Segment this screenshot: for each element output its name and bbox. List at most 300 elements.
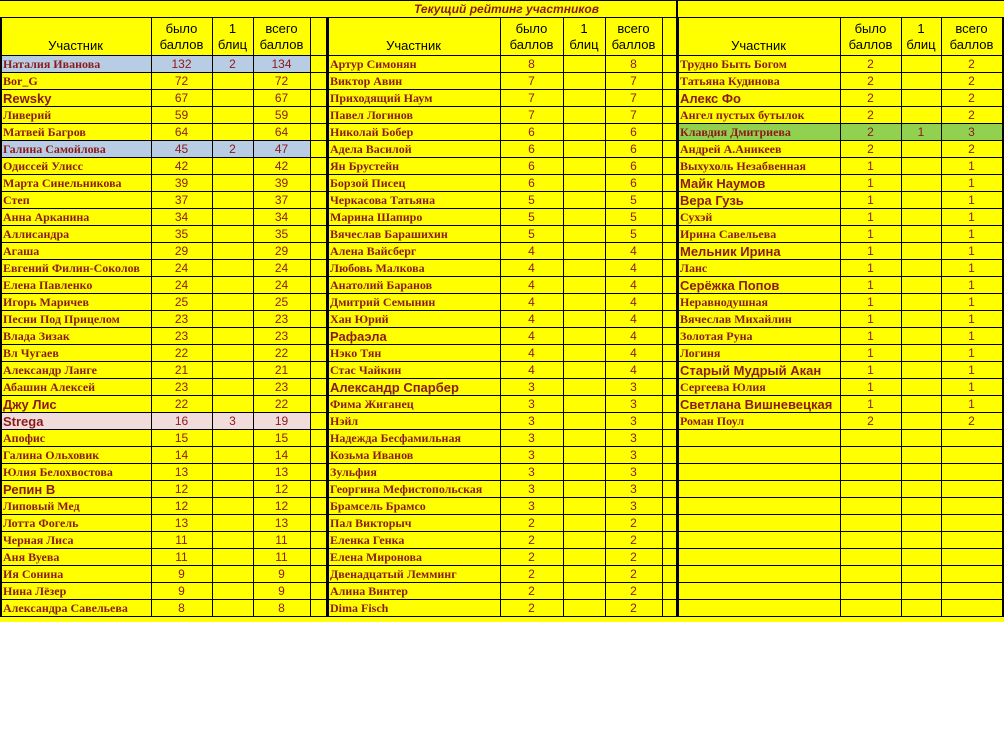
total-points: 1 (968, 363, 975, 377)
grid-hline (677, 497, 1002, 498)
previous-points: 3 (528, 482, 535, 496)
participant-name: Марта Синельникова (3, 176, 122, 190)
grid-hline (0, 582, 326, 583)
total-points: 1 (968, 295, 975, 309)
blitz-points (563, 175, 605, 192)
previous-points: 1 (867, 380, 874, 394)
previous-points: 8 (528, 57, 535, 71)
grid-hline (327, 140, 676, 141)
participant-name: Брамсель Брамсо (330, 499, 426, 513)
grid-hline (677, 157, 1002, 158)
grid-vline (500, 17, 501, 617)
participant-name: Ян Брустейн (330, 159, 400, 173)
previous-points: 4 (528, 295, 535, 309)
participant-name: Хан Юрий (330, 312, 389, 326)
grid-vline (0, 17, 2, 617)
grid-hline (677, 616, 1002, 617)
previous-points: 12 (174, 499, 189, 513)
previous-points: 45 (151, 141, 212, 158)
blitz-points (563, 498, 605, 515)
grid-hline (0, 599, 326, 600)
previous-points: 8 (178, 601, 185, 615)
previous-points: 11 (175, 550, 188, 564)
grid-hline (0, 361, 326, 362)
participant-name: Козьма Иванов (330, 448, 414, 462)
total-points: 3 (630, 448, 637, 462)
previous-points: 9 (178, 567, 185, 581)
grid-hline (677, 89, 1002, 90)
previous-points: 2 (840, 124, 901, 141)
grid-hline (0, 242, 326, 243)
total-points: 3 (630, 499, 637, 513)
blitz-points: 1 (901, 124, 941, 141)
grid-hline (677, 293, 1002, 294)
grid-vline (677, 17, 679, 617)
previous-points: 35 (174, 227, 189, 241)
participant-name: Юлия Белохвостова (3, 465, 113, 479)
grid-hline (0, 225, 326, 226)
grid-hline (0, 497, 326, 498)
total-points: 6 (630, 159, 637, 173)
blitz-points (212, 90, 253, 107)
grid-hline (677, 225, 1002, 226)
col-header-was: было (854, 21, 887, 36)
previous-points: 22 (174, 346, 189, 360)
participant-name: Ангел пустых бутылок (680, 108, 805, 122)
participant-name: Рафаэла (330, 329, 387, 344)
previous-points: 4 (528, 261, 535, 275)
col-header-total: баллов (259, 37, 304, 52)
blitz-points (901, 175, 941, 192)
total-points: 3 (941, 124, 1002, 141)
previous-points: 2 (528, 567, 535, 581)
total-points: 9 (278, 567, 285, 581)
participant-name: Наталия Иванова (0, 56, 151, 73)
grid-hline (677, 599, 1002, 600)
total-points: 11 (275, 533, 288, 547)
participant-name: Липовый Мед (3, 499, 80, 513)
participant-name: Роман Поул (680, 414, 745, 428)
participant-name: Фима Жиганец (330, 397, 414, 411)
grid-hline (0, 259, 326, 260)
blitz-points (212, 175, 253, 192)
participant-name: Аллисандра (3, 227, 70, 241)
total-points: 23 (274, 380, 289, 394)
blitz-points (563, 430, 605, 447)
participant-name: Ливерий (3, 108, 52, 122)
total-points: 2 (968, 414, 975, 428)
participant-name: Трудно Быть Богом (680, 57, 787, 71)
participant-name: Черная Лиса (3, 533, 74, 547)
grid-hline (677, 395, 1002, 396)
total-points: 4 (630, 278, 637, 292)
previous-points: 16 (151, 413, 212, 430)
total-points: 1 (968, 193, 975, 207)
total-points: 5 (630, 210, 637, 224)
grid-vline (941, 17, 942, 617)
total-points: 72 (274, 74, 289, 88)
grid-hline (327, 89, 676, 90)
grid-hline (0, 0, 1004, 1)
participant-name: Влада Зизак (3, 329, 70, 343)
blitz-points (901, 226, 941, 243)
blitz-points (212, 600, 253, 617)
blitz-points (563, 124, 605, 141)
grid-hline (677, 72, 1002, 73)
participant-name: Надежда Бесфамильная (330, 431, 461, 445)
grid-vline (605, 17, 606, 617)
total-points: 7 (630, 91, 637, 105)
grid-hline (327, 599, 676, 600)
grid-hline (0, 378, 326, 379)
participant-name: Логиня (680, 346, 721, 360)
participant-name: Агаша (3, 244, 40, 258)
grid-hline (327, 242, 676, 243)
participant-name: Нина Лёзер (3, 584, 67, 598)
blitz-points (563, 56, 605, 73)
total-points: 6 (630, 176, 637, 190)
total-points: 3 (630, 465, 637, 479)
total-points: 24 (274, 261, 289, 275)
total-points: 2 (630, 567, 637, 581)
col-header-blitz: 1 (580, 21, 588, 36)
blitz-points (212, 532, 253, 549)
blitz-points (563, 481, 605, 498)
blitz-points (901, 56, 941, 73)
grid-hline (327, 531, 676, 532)
blitz-points (212, 311, 253, 328)
previous-points: 11 (175, 533, 188, 547)
grid-hline (327, 361, 676, 362)
grid-hline (0, 123, 326, 124)
total-points: 1 (968, 176, 975, 190)
blitz-points (212, 396, 253, 413)
participant-name: Rewsky (3, 91, 52, 106)
previous-points: 15 (174, 431, 189, 445)
total-points: 3 (630, 380, 637, 394)
participant-name: Клавдия Дмитриева (677, 124, 840, 141)
participant-name: Одиссей Улисс (3, 159, 83, 173)
participant-name: Песни Под Прицелом (3, 312, 120, 326)
previous-points: 4 (528, 329, 535, 343)
total-points: 6 (630, 142, 637, 156)
participant-name: Игорь Маричев (3, 295, 89, 309)
participant-name: Абашин Алексей (3, 380, 96, 394)
grid-hline (327, 72, 676, 73)
participant-name: Алекс Фо (680, 91, 741, 106)
previous-points: 6 (528, 176, 535, 190)
grid-hline (677, 242, 1002, 243)
total-points: 59 (274, 108, 289, 122)
total-points: 8 (630, 57, 637, 71)
previous-points: 2 (867, 142, 874, 156)
total-points: 23 (274, 312, 289, 326)
participant-name: Приходящий Наум (330, 91, 433, 105)
total-points: 1 (968, 244, 975, 258)
total-points: 2 (968, 108, 975, 122)
previous-points: 2 (528, 601, 535, 615)
col-header-total: баллов (611, 37, 656, 52)
previous-points: 3 (528, 499, 535, 513)
blitz-points (563, 158, 605, 175)
grid-hline (327, 174, 676, 175)
total-points: 6 (630, 125, 637, 139)
blitz-points (212, 566, 253, 583)
participant-name: Галина Ольховик (3, 448, 100, 462)
grid-hline (327, 310, 676, 311)
previous-points: 3 (528, 465, 535, 479)
blitz-points (563, 277, 605, 294)
grid-hline (0, 17, 326, 18)
participant-name: Черкасова Татьяна (330, 193, 436, 207)
total-points: 15 (274, 431, 289, 445)
blitz-points (563, 532, 605, 549)
grid-hline (677, 514, 1002, 515)
blitz-points (563, 192, 605, 209)
participant-name: Александр Ланге (3, 363, 97, 377)
total-points: 5 (630, 227, 637, 241)
previous-points: 6 (528, 159, 535, 173)
participant-name: Георгина Мефистопольская (330, 482, 483, 496)
grid-hline (327, 293, 676, 294)
blitz-points (563, 311, 605, 328)
grid-hline (327, 106, 676, 107)
participant-name: Ланс (680, 261, 708, 275)
participant-name: Марина Шапиро (330, 210, 423, 224)
participant-name: Зульфия (330, 465, 377, 479)
grid-vline (662, 17, 663, 617)
col-header-was: было (165, 21, 198, 36)
participant-name: Ирина Савельева (680, 227, 777, 241)
grid-hline (327, 378, 676, 379)
blitz-points (563, 73, 605, 90)
previous-points: 2 (528, 584, 535, 598)
blitz-points (212, 464, 253, 481)
grid-hline (677, 191, 1002, 192)
grid-hline (327, 463, 676, 464)
grid-hline (677, 208, 1002, 209)
grid-vline (676, 0, 678, 17)
blitz-points (563, 464, 605, 481)
total-points: 4 (630, 261, 637, 275)
grid-hline (0, 429, 326, 430)
blitz-points (901, 90, 941, 107)
participant-name: Борзой Писец (330, 176, 406, 190)
participant-name: Вера Гузь (680, 193, 744, 208)
col-header-was: было (515, 21, 548, 36)
total-points: 22 (274, 346, 289, 360)
blitz-points (212, 583, 253, 600)
previous-points: 1 (867, 363, 874, 377)
total-points: 3 (630, 482, 637, 496)
participant-name: Апофис (3, 431, 46, 445)
total-points: 11 (275, 550, 288, 564)
blitz-points (212, 124, 253, 141)
participant-name: Сухэй (680, 210, 713, 224)
blitz-points (212, 243, 253, 260)
blitz-points (212, 158, 253, 175)
total-points: 12 (274, 482, 289, 496)
blitz-points (563, 362, 605, 379)
previous-points: 24 (174, 278, 189, 292)
previous-points: 23 (174, 329, 189, 343)
total-points: 13 (274, 516, 289, 530)
grid-hline (0, 344, 326, 345)
col-header-blitz: блиц (569, 37, 599, 52)
previous-points: 24 (174, 261, 189, 275)
total-points: 4 (630, 244, 637, 258)
previous-points: 2 (528, 533, 535, 547)
col-header-total: всего (265, 21, 298, 36)
participant-name: Светлана Вишневецкая (680, 397, 833, 412)
col-header-name: Участник (48, 38, 103, 53)
grid-hline (0, 446, 326, 447)
previous-points: 3 (528, 380, 535, 394)
blitz-points (212, 277, 253, 294)
participant-name: Репин В (3, 482, 56, 497)
total-points: 67 (274, 91, 289, 105)
previous-points: 25 (174, 295, 189, 309)
previous-points: 1 (867, 346, 874, 360)
blitz-points (212, 515, 253, 532)
total-points: 4 (630, 346, 637, 360)
participant-name: Bor_G (3, 74, 38, 88)
blitz-points (901, 413, 941, 430)
blitz-points (212, 498, 253, 515)
col-header-total: всего (617, 21, 650, 36)
grid-vline (212, 17, 213, 617)
participant-name: Нэко Тян (330, 346, 382, 360)
previous-points: 2 (528, 550, 535, 564)
participant-name: Павел Логинов (330, 108, 413, 122)
grid-hline (677, 310, 1002, 311)
grid-hline (0, 310, 326, 311)
grid-vline (253, 17, 254, 617)
grid-hline (677, 378, 1002, 379)
grid-hline (677, 276, 1002, 277)
blitz-points (212, 379, 253, 396)
total-points: 2 (968, 91, 975, 105)
participant-name: Лотта Фогель (3, 516, 79, 530)
previous-points: 5 (528, 210, 535, 224)
grid-hline (677, 123, 1002, 124)
blitz-points: 3 (212, 413, 253, 430)
previous-points: 4 (528, 346, 535, 360)
participant-name: Strega (0, 413, 151, 430)
total-points: 5 (630, 193, 637, 207)
previous-points: 7 (528, 108, 535, 122)
participant-name: Александра Савельева (3, 601, 128, 615)
blitz-points (901, 277, 941, 294)
previous-points: 4 (528, 244, 535, 258)
blitz-points (901, 158, 941, 175)
total-points: 1 (968, 312, 975, 326)
previous-points: 5 (528, 193, 535, 207)
grid-hline (677, 55, 1002, 56)
total-points: 7 (630, 74, 637, 88)
grid-hline (0, 157, 326, 158)
total-points: 2 (630, 584, 637, 598)
total-points: 35 (274, 227, 289, 241)
blitz-points (563, 447, 605, 464)
previous-points: 1 (867, 227, 874, 241)
blitz-points (212, 209, 253, 226)
previous-points: 7 (528, 74, 535, 88)
blitz-points (563, 379, 605, 396)
grid-hline (0, 463, 326, 464)
previous-points: 2 (867, 108, 874, 122)
col-header-blitz: 1 (917, 21, 925, 36)
blitz-points (563, 413, 605, 430)
total-points: 23 (274, 329, 289, 343)
grid-vline (901, 17, 902, 617)
grid-hline (677, 429, 1002, 430)
participant-name: Мельник Ирина (680, 244, 781, 259)
participant-name: Артур Симонян (330, 57, 417, 71)
blitz-points (563, 566, 605, 583)
blitz-points (563, 90, 605, 107)
previous-points: 132 (151, 56, 212, 73)
blitz-points (563, 294, 605, 311)
total-points: 3 (630, 397, 637, 411)
blitz-points (901, 141, 941, 158)
total-points: 2 (968, 57, 975, 71)
grid-hline (0, 89, 326, 90)
previous-points: 59 (174, 108, 189, 122)
previous-points: 67 (174, 91, 189, 105)
grid-hline (327, 191, 676, 192)
blitz-points (901, 192, 941, 209)
participant-name: Матвей Багров (3, 125, 86, 139)
blitz-points (212, 345, 253, 362)
total-points: 39 (274, 176, 289, 190)
grid-hline (677, 548, 1002, 549)
participant-name: Двенадцатый Лемминг (330, 567, 457, 581)
participant-name: Алина Винтер (330, 584, 408, 598)
blitz-points (563, 243, 605, 260)
previous-points: 7 (528, 91, 535, 105)
blitz-points (212, 481, 253, 498)
blitz-points (901, 107, 941, 124)
grid-vline (840, 17, 841, 617)
total-points: 25 (274, 295, 289, 309)
participant-name: Вл Чугаев (3, 346, 59, 360)
grid-hline (327, 208, 676, 209)
col-header-name: Участник (386, 38, 441, 53)
sheet-title: Текущий рейтинг участников (414, 2, 599, 16)
grid-hline (327, 395, 676, 396)
grid-hline (0, 327, 326, 328)
total-points: 8 (278, 601, 285, 615)
grid-hline (327, 548, 676, 549)
grid-hline (0, 531, 326, 532)
previous-points: 2 (867, 74, 874, 88)
blitz-points (212, 226, 253, 243)
total-points: 1 (968, 397, 975, 411)
blitz-points (563, 549, 605, 566)
previous-points: 5 (528, 227, 535, 241)
grid-hline (0, 276, 326, 277)
total-points: 13 (274, 465, 289, 479)
previous-points: 2 (528, 516, 535, 530)
grid-hline (0, 191, 326, 192)
participant-name: Сергеева Юлия (680, 380, 766, 394)
blitz-points (901, 311, 941, 328)
total-points: 1 (968, 227, 975, 241)
total-points: 29 (274, 244, 289, 258)
grid-vline (563, 17, 564, 617)
previous-points: 2 (867, 91, 874, 105)
